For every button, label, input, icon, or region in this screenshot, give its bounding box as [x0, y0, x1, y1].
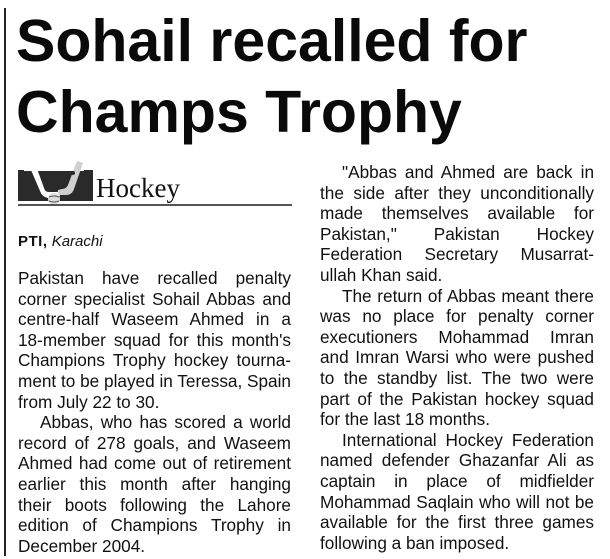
paragraph: Pakistan have recalled penalty corner specialist Sohail Abbas and centre-half Waseem Ahmed in a 18-member squad for this month's Champions Trophy hockey tourna-ment to be played in Teressa, Spain from July 22 to 30.	[18, 268, 291, 412]
section-tag	[18, 161, 292, 209]
headline-line-2: Champs Trophy	[16, 79, 462, 145]
paragraph: Abbas, who has scored a world record of 278 goals, and Waseem Ahmed had come out of retirement earlier this month after hanging their boots following the Lahore edition of Champions Trophy in December 2004.	[18, 412, 291, 556]
headline-line-1: Sohail recalled for	[16, 8, 528, 74]
hockey-sticks-icon	[18, 161, 94, 209]
section-label: Hockey	[96, 173, 180, 203]
paragraph: International Hockey Federation named defender Ghazanfar Ali as captain in place of midfielder Mohammad Saqlain who will not be available for the first three games following a ban imposed.	[320, 429, 594, 553]
section-rule	[18, 204, 292, 206]
headline	[16, 6, 601, 148]
article-column-left	[18, 268, 291, 556]
article-column-right	[320, 162, 594, 553]
byline-city: Karachi	[51, 233, 103, 250]
byline-agency: PTI,	[18, 233, 48, 250]
paragraph: The return of Abbas meant there was no place for penalty corner executioners Mohammad Imran and Imran Warsi who were pushed to the standby list. The two were part of the Pakistan hockey squad for the last 18 months.	[320, 285, 594, 430]
left-margin-rule	[4, 8, 6, 556]
byline	[18, 232, 103, 252]
paragraph: "Abbas and Ahmed are back in the side after they unconditionally made themselves available for Pakistan," Pakistan Hockey Federation Secretary Musarrat-ullah Khan said.	[320, 162, 594, 285]
